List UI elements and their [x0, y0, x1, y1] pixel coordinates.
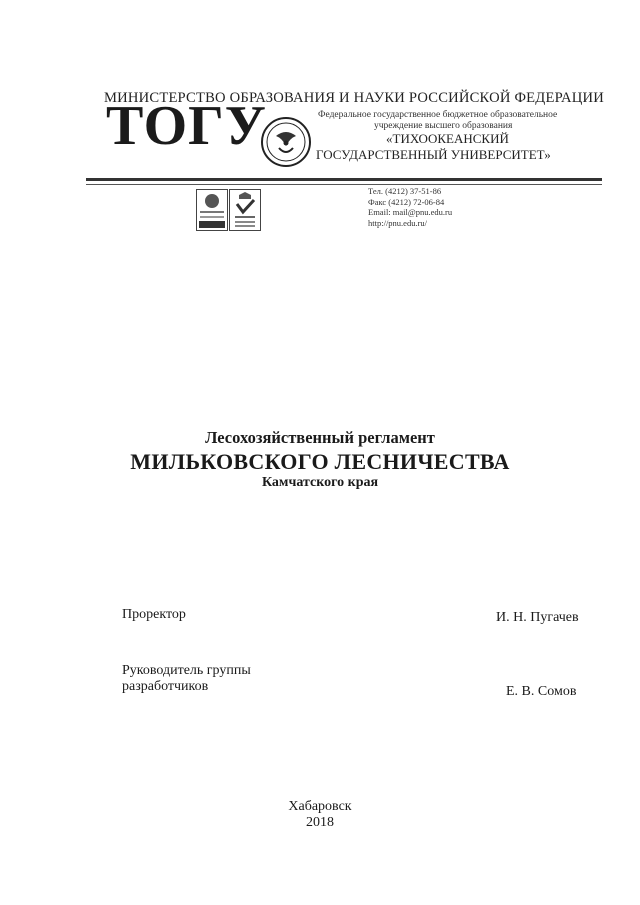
footer-city: Хабаровск	[288, 799, 352, 814]
contact-fax: Факс (4212) 72-06-84	[368, 196, 445, 207]
contact-website: http://pnu.edu.ru/	[368, 217, 428, 228]
institution-type-line1: Федеральное государственное бюджетное образовательное	[318, 110, 558, 120]
university-emblem-icon	[260, 116, 312, 168]
document-title-line2: МИЛЬКОВСКОГО ЛЕСНИЧЕСТВА	[130, 449, 510, 474]
university-name-line2: ГОСУДАРСТВЕННЫЙ УНИВЕРСИТЕТ»	[316, 147, 551, 162]
signature-name-team-lead: Е. В. Сомов	[506, 684, 577, 699]
signature-role-team-lead-line2: разработчиков	[122, 679, 209, 694]
contact-email: Email: mail@pnu.edu.ru	[368, 207, 453, 217]
header-divider-thin	[86, 184, 602, 185]
signature-role-vice-rector: Проректор	[122, 607, 186, 622]
university-name-line1: «ТИХООКЕАНСКИЙ	[386, 131, 509, 146]
document-title-line3: Камчатского края	[261, 475, 379, 490]
contact-phone: Тел. (4212) 37-51-86	[368, 186, 442, 196]
university-logo: ТОГУ	[106, 95, 267, 157]
signature-name-vice-rector: И. Н. Пугачев	[496, 610, 579, 625]
signature-role-team-lead-line1: Руководитель группы	[122, 663, 251, 678]
contact-info	[368, 186, 452, 228]
ministry-name: МИНИСТЕРСТВО ОБРАЗОВАНИЯ И НАУКИ РОССИЙСКОЙ ФЕДЕРАЦИИ	[104, 90, 604, 106]
header-divider	[86, 178, 602, 181]
document-title-line1: Лесохозяйственный регламент	[205, 428, 435, 447]
footer-year: 2018	[306, 815, 334, 830]
iso-certification-icon	[196, 189, 228, 231]
institution-type-line2: учреждение высшего образования	[374, 121, 513, 131]
ukas-certification-icon	[229, 189, 261, 231]
